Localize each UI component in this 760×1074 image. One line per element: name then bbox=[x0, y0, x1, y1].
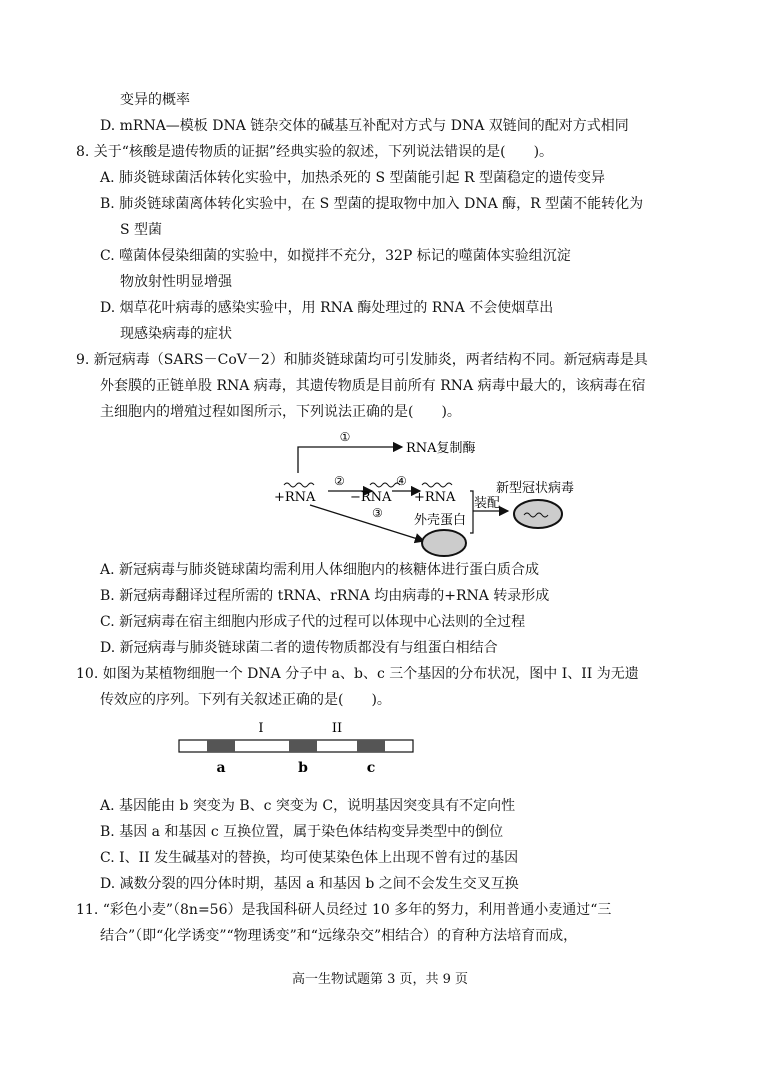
question-8-option-a: A. 肺炎链球菌活体转化实验中，加热杀死的 S 型菌能引起 R 型菌稳定的遗传变异 bbox=[100, 170, 605, 186]
question-10-option-d: D. 减数分裂的四分体时期，基因 a 和基因 b 之间不会发生交叉互换 bbox=[100, 876, 519, 892]
question-9-option-c: C. 新冠病毒在宿主细胞内形成子代的过程可以体现中心法则的全过程 bbox=[100, 614, 526, 630]
question-8-option-c-line1: C. 噬菌体侵染细菌的实验中，如搅拌不充分，32P 标记的噬菌体实验组沉淀 bbox=[100, 248, 571, 264]
page-footer: 高一生物试题第 3 页，共 9 页 bbox=[291, 972, 469, 987]
step-1-label: ① bbox=[339, 430, 351, 444]
gene-b-label: b bbox=[298, 760, 308, 776]
question-10-option-a: A. 基因能由 b 突变为 B、c 突变为 C，说明基因突变具有不定向性 bbox=[100, 798, 516, 814]
assembly-bracket bbox=[470, 491, 473, 533]
step-4-label: ④ bbox=[396, 474, 407, 488]
sequence-ii-label: II bbox=[331, 721, 343, 736]
capsid-protein-shape bbox=[422, 530, 466, 556]
question-9-stem-line3: 主细胞内的增殖过程如图所示，下列说法正确的是( )。 bbox=[100, 404, 461, 420]
rna-replicase-label: RNA复制酶 bbox=[406, 441, 476, 456]
step-3-label: ③ bbox=[372, 506, 383, 520]
question-8-option-b-line1: B. 肺炎链球菌离体转化实验中，在 S 型菌的提取物中加入 DNA 酶，R 型菌不能转化为 bbox=[100, 196, 644, 212]
gene-c-label: c bbox=[366, 760, 376, 776]
question-8-option-d-line1: D. 烟草花叶病毒的感染实验中，用 RNA 酶处理过的 RNA 不会使烟草出 bbox=[100, 300, 554, 316]
question-8-stem: 8. 关于“核酸是遗传物质的证据”经典实验的叙述，下列说法错误的是( )。 bbox=[76, 144, 554, 160]
dna-gene-map-diagram bbox=[175, 718, 415, 780]
question-9-option-a: A. 新冠病毒与肺炎链球菌均需利用人体细胞内的核糖体进行蛋白质合成 bbox=[100, 562, 540, 578]
plus-rna-wave-2 bbox=[422, 483, 452, 487]
gene-b-block bbox=[289, 740, 317, 752]
question-10-option-c: C. I、II 发生碱基对的替换，均可使某染色体上出现不曾有过的基因 bbox=[100, 850, 519, 866]
plus-rna-label-1: +RNA bbox=[274, 490, 316, 505]
question-8-option-d-line2: 现感染病毒的症状 bbox=[120, 326, 232, 342]
question-9-option-b: B. 新冠病毒翻译过程所需的 tRNA、rRNA 均由病毒的+RNA 转录形成 bbox=[100, 588, 550, 604]
question-9-option-d: D. 新冠病毒与肺炎链球菌二者的遗传物质都没有与组蛋白相结合 bbox=[100, 640, 498, 656]
assembly-label: 装配 bbox=[474, 496, 501, 511]
step-2-label: ② bbox=[334, 474, 345, 488]
gene-a-block bbox=[207, 740, 235, 752]
sequence-i-label: I bbox=[258, 721, 264, 736]
gene-a-label: a bbox=[216, 760, 226, 776]
question-10-stem-line2: 传效应的序列。下列有关叙述正确的是( )。 bbox=[100, 692, 391, 708]
option-d-prev: D. mRNA—模板 DNA 链杂交体的碱基互补配对方式与 DNA 双链间的配对方式相同 bbox=[100, 118, 629, 134]
capsid-protein-label: 外壳蛋白 bbox=[414, 513, 467, 528]
plus-rna-wave-1 bbox=[284, 483, 314, 487]
new-virus-label: 新型冠状病毒 bbox=[496, 481, 575, 496]
question-10-option-b: B. 基因 a 和基因 c 互换位置，属于染色体结构变异类型中的倒位 bbox=[100, 824, 504, 840]
text-line-prev-question: 变异的概率 bbox=[120, 92, 190, 108]
question-9-stem-line2: 外套膜的正链单股 RNA 病毒，其遗传物质是目前所有 RNA 病毒中最大的，该病毒在宿 bbox=[100, 378, 646, 394]
gene-c-block bbox=[357, 740, 385, 752]
question-11-stem-line2: 结合”（即“化学诱变”“物理诱变”和“远缘杂交”相结合）的育种方法培育而成， bbox=[100, 928, 578, 944]
question-9-stem-line1: 9. 新冠病毒（SARS－CoV－2）和肺炎链球菌均可引发肺炎，两者结构不同。新冠病毒是具 bbox=[76, 352, 648, 368]
arrow-step3 bbox=[310, 505, 424, 541]
arrow-step1 bbox=[298, 447, 402, 473]
question-8-option-c-line2: 物放射性明显增强 bbox=[120, 274, 232, 290]
question-11-stem-line1: 11. “彩色小麦”（8n=56）是我国科研人员经过 10 多年的努力，利用普通小麦通过“三 bbox=[76, 902, 612, 918]
plus-rna-label-2: +RNA bbox=[414, 490, 456, 505]
question-10-stem-line1: 10. 如图为某植物细胞一个 DNA 分子中 a、b、c 三个基因的分布状况，图中 I、II 为无遗 bbox=[76, 666, 639, 682]
virus-replication-diagram bbox=[260, 425, 600, 565]
question-8-option-b-line2: S 型菌 bbox=[120, 222, 163, 238]
new-virus-shape bbox=[514, 500, 562, 528]
minus-rna-label: −RNA bbox=[350, 490, 392, 505]
